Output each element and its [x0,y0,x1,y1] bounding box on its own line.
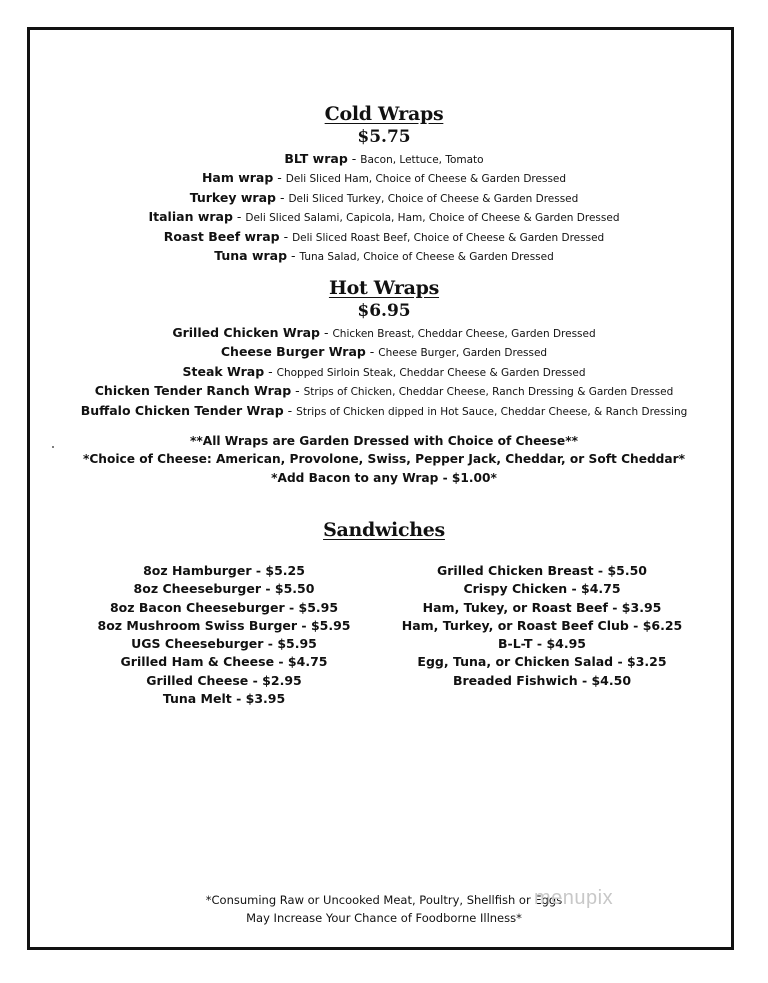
food-safety-disclaimer [0,891,768,927]
item-separator: - [320,325,333,340]
item-description: Strips of Chicken, Cheddar Cheese, Ranch Dressing & Garden Dressed [303,386,674,399]
item-separator: - [283,402,297,418]
menu-item [0,208,768,227]
item-separator: - [291,383,304,399]
wrap-note: **All Wraps are Garden Dressed with Choice of Cheese** [190,434,578,448]
item-name: Tuna wrap [214,248,288,264]
sandwich-item: Breaded Fishwich - $4.50 [452,672,632,688]
item-description: Chicken Breast, Cheddar Cheese, Garden Dressed [332,328,596,340]
item-name: BLT wrap [284,151,348,166]
item-separator: - [275,189,289,205]
sandwich-item: Tuna Melt - $3.95 [162,691,286,707]
sandwich-item: Ham, Tukey, or Roast Beef - $3.95 [422,599,662,615]
sandwiches-left-column [82,562,366,708]
menu-item [0,189,768,208]
sandwich-item: B-L-T - $4.95 [498,636,586,652]
sandwich-item: 8oz Hamburger - $5.25 [143,563,305,578]
sandwich-item: Grilled Ham & Cheese - $4.75 [120,654,328,670]
item-description: Tuna Salad, Choice of Cheese & Garden Dressed [299,251,554,264]
item-separator: - [279,228,293,244]
menu-item [0,169,768,188]
item-description: Cheese Burger, Garden Dressed [378,347,548,360]
wrap-note: *Add Bacon to any Wrap - $1.00* [271,470,497,485]
item-description: Strips of Chicken dipped in Hot Sauce, Cheddar Cheese, & Ranch Dressing [296,405,688,418]
item-name: Ham wrap [201,170,274,186]
item-name: Buffalo Chicken Tender Wrap [80,402,284,418]
sandwiches-right-column [392,562,692,690]
sandwich-item: Grilled Cheese - $2.95 [146,672,302,688]
sandwich-item: Grilled Chicken Breast - $5.50 [437,563,647,578]
item-separator: - [264,363,277,379]
disclaimer-line: *Consuming Raw or Uncooked Meat, Poultry, Shellfish or Eggs [205,893,563,907]
wrap-notes [0,432,768,487]
item-separator: - [232,209,246,225]
item-name: Grilled Chicken Wrap [172,325,320,340]
menu-item [0,247,768,266]
sandwich-item: 8oz Bacon Cheeseburger - $5.95 [109,599,339,615]
menu-item [0,402,768,421]
item-description: Deli Sliced Roast Beef, Choice of Cheese & Garden Dressed [292,231,605,244]
item-name: Cheese Burger Wrap [220,344,366,360]
item-name: Chicken Tender Ranch Wrap [94,383,292,399]
menu-item [0,228,768,247]
menu-item [0,150,768,169]
sandwiches-heading: Sandwiches [323,519,445,541]
menu-item [0,324,768,343]
hot-wraps-list [0,324,768,421]
item-description: Deli Sliced Ham, Choice of Cheese & Garden Dressed [285,173,567,186]
menu-item [0,382,768,401]
disclaimer-line: May Increase Your Chance of Foodborne Illness* [246,911,522,925]
item-description: Bacon, Lettuce, Tomato [360,154,484,166]
menu-item [0,343,768,362]
cold-wraps-heading: Cold Wraps [324,103,444,125]
item-name: Italian wrap [148,209,233,225]
menupix-watermark: menupix [534,887,614,909]
sandwich-item: Crispy Chicken - $4.75 [463,581,621,597]
sandwich-item: 8oz Cheeseburger - $5.50 [133,581,315,597]
sandwich-item: 8oz Mushroom Swiss Burger - $5.95 [97,617,351,633]
item-separator: - [273,170,286,186]
item-separator: - [347,151,361,166]
sandwich-item: UGS Cheeseburger - $5.95 [131,636,317,652]
sandwich-item: Ham, Turkey, or Roast Beef Club - $6.25 [401,617,683,633]
item-name: Turkey wrap [189,189,276,205]
cold-wraps-price: $5.75 [357,127,411,147]
wrap-note: *Choice of Cheese: American, Provolone, Swiss, Pepper Jack, Cheddar, or Soft Cheddar* [82,452,686,467]
hot-wraps-price: $6.95 [357,301,411,321]
cold-wraps-list [0,150,768,266]
menu-item [0,363,768,382]
sandwich-item: Egg, Tuna, or Chicken Salad - $3.25 [417,654,667,670]
item-description: Deli Sliced Turkey, Choice of Cheese & Garden Dressed [288,192,579,205]
hot-wraps-heading: Hot Wraps [328,277,440,299]
item-name: Steak Wrap [182,363,265,379]
item-name: Roast Beef wrap [163,228,280,244]
item-description: Deli Sliced Salami, Capicola, Ham, Choice of Cheese & Garden Dressed [245,212,620,225]
item-separator: - [365,344,379,360]
item-separator: - [287,248,300,264]
item-description: Chopped Sirloin Steak, Cheddar Cheese & Garden Dressed [276,366,586,379]
